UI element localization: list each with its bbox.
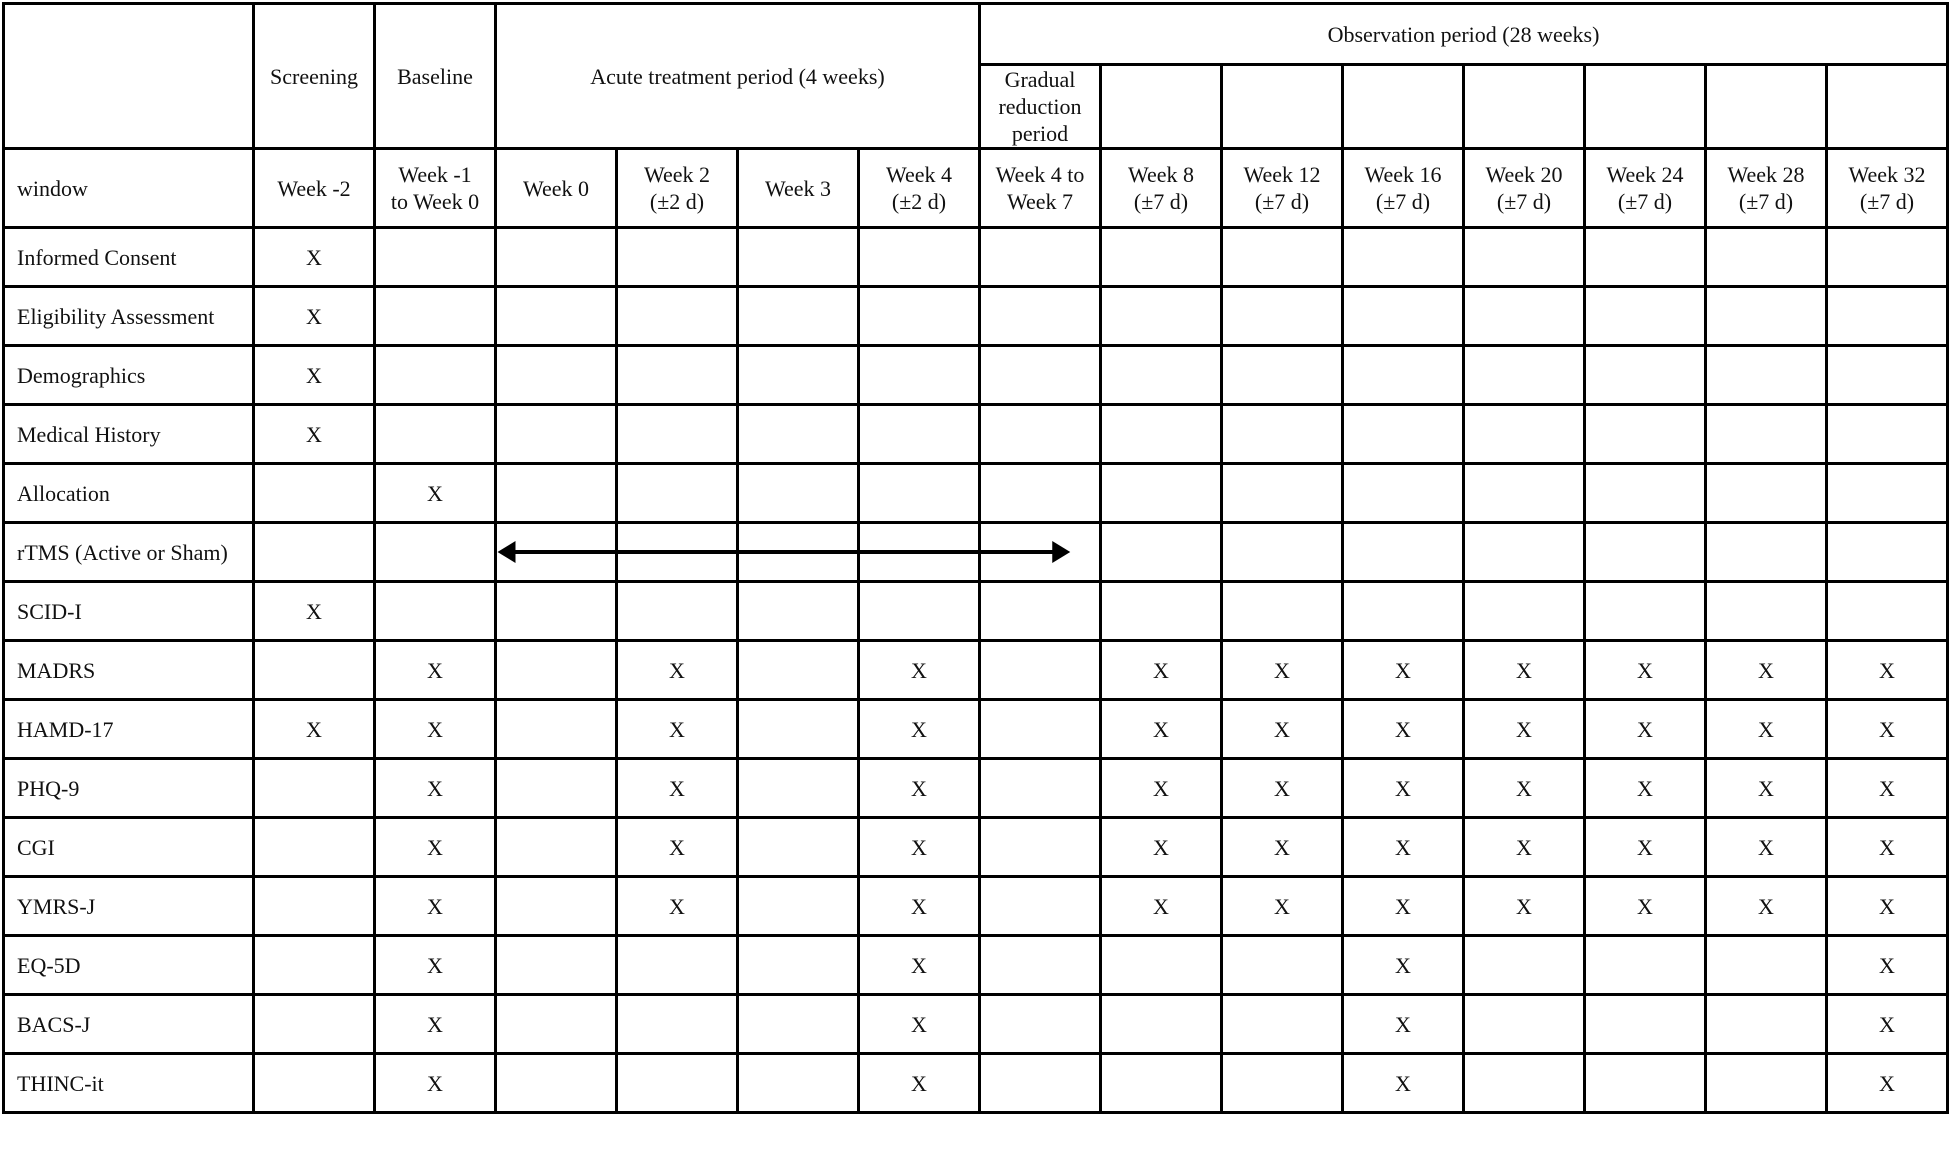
mark-cell: X <box>1585 818 1706 877</box>
empty-cell <box>859 582 980 641</box>
empty-cell <box>859 405 980 464</box>
empty-cell <box>738 877 859 936</box>
empty-cell <box>375 346 496 405</box>
empty-cell <box>980 759 1101 818</box>
mark-cell: X <box>1222 759 1343 818</box>
empty-cell <box>496 818 617 877</box>
table-row <box>4 995 1948 1054</box>
empty-cell <box>1101 464 1222 523</box>
empty-cell <box>1585 995 1706 1054</box>
window-cell: Week 4 to Week 7 <box>980 149 1101 228</box>
header-row-1 <box>4 4 1948 65</box>
empty-cell <box>980 346 1101 405</box>
empty-cell <box>1585 523 1706 582</box>
window-cell: Week 3 <box>738 149 859 228</box>
empty-header-cell <box>1464 65 1585 149</box>
table-row <box>4 346 1948 405</box>
empty-cell <box>1706 582 1827 641</box>
mark-cell: X <box>1827 995 1948 1054</box>
empty-cell <box>738 818 859 877</box>
empty-cell <box>1827 582 1948 641</box>
empty-cell <box>496 287 617 346</box>
mark-cell: X <box>1464 641 1585 700</box>
empty-header-cell <box>1222 65 1343 149</box>
mark-cell: X <box>1585 700 1706 759</box>
schedule-table <box>2 2 1949 1114</box>
empty-cell <box>496 464 617 523</box>
empty-cell <box>980 228 1101 287</box>
empty-cell <box>980 405 1101 464</box>
row-label: Eligibility Assessment <box>4 287 254 346</box>
empty-cell <box>496 346 617 405</box>
mark-cell: X <box>375 877 496 936</box>
empty-cell <box>1464 287 1585 346</box>
empty-cell <box>617 464 738 523</box>
empty-cell <box>496 228 617 287</box>
mark-cell: X <box>617 877 738 936</box>
mark-cell: X <box>254 346 375 405</box>
empty-cell <box>980 523 1101 582</box>
empty-cell <box>1464 582 1585 641</box>
empty-cell <box>254 759 375 818</box>
empty-cell <box>254 464 375 523</box>
empty-cell <box>617 523 738 582</box>
empty-cell <box>617 995 738 1054</box>
empty-header-cell <box>1343 65 1464 149</box>
empty-cell <box>738 1054 859 1113</box>
empty-cell <box>254 936 375 995</box>
observation-period-header: Observation period (28 weeks) <box>980 4 1948 65</box>
table-row <box>4 759 1948 818</box>
empty-cell <box>1827 346 1948 405</box>
mark-cell: X <box>859 995 980 1054</box>
mark-cell: X <box>1343 1054 1464 1113</box>
empty-cell <box>1222 228 1343 287</box>
empty-cell <box>1343 582 1464 641</box>
empty-cell <box>1585 405 1706 464</box>
mark-cell: X <box>859 1054 980 1113</box>
mark-cell: X <box>375 464 496 523</box>
corner-cell <box>4 4 254 149</box>
empty-cell <box>1101 1054 1222 1113</box>
empty-cell <box>1827 228 1948 287</box>
mark-cell: X <box>1827 1054 1948 1113</box>
mark-cell: X <box>1464 818 1585 877</box>
mark-cell: X <box>254 405 375 464</box>
table-row <box>4 287 1948 346</box>
mark-cell: X <box>617 818 738 877</box>
empty-cell <box>1706 995 1827 1054</box>
empty-cell <box>859 523 980 582</box>
mark-cell: X <box>1222 818 1343 877</box>
empty-cell <box>1101 523 1222 582</box>
row-label: Medical History <box>4 405 254 464</box>
mark-cell: X <box>1222 877 1343 936</box>
empty-cell <box>859 346 980 405</box>
acute-period-header: Acute treatment period (4 weeks) <box>496 4 980 149</box>
table-row <box>4 523 1948 582</box>
row-label: CGI <box>4 818 254 877</box>
empty-cell <box>254 641 375 700</box>
empty-cell <box>1464 936 1585 995</box>
mark-cell: X <box>1827 641 1948 700</box>
empty-cell <box>980 1054 1101 1113</box>
empty-cell <box>496 641 617 700</box>
row-label: Allocation <box>4 464 254 523</box>
window-cell: Week 4 (±2 d) <box>859 149 980 228</box>
empty-cell <box>859 228 980 287</box>
empty-cell <box>254 1054 375 1113</box>
empty-cell <box>1343 287 1464 346</box>
empty-cell <box>1585 346 1706 405</box>
empty-cell <box>738 759 859 818</box>
empty-cell <box>1101 228 1222 287</box>
empty-cell <box>980 877 1101 936</box>
mark-cell: X <box>859 877 980 936</box>
empty-cell <box>1706 346 1827 405</box>
empty-cell <box>738 936 859 995</box>
empty-cell <box>1706 464 1827 523</box>
empty-cell <box>1343 405 1464 464</box>
window-cell: Week 28 (±7 d) <box>1706 149 1827 228</box>
mark-cell: X <box>375 995 496 1054</box>
empty-cell <box>980 700 1101 759</box>
mark-cell: X <box>254 582 375 641</box>
empty-cell <box>617 346 738 405</box>
mark-cell: X <box>1101 759 1222 818</box>
empty-cell <box>859 464 980 523</box>
empty-cell <box>859 287 980 346</box>
row-label: SCID-I <box>4 582 254 641</box>
empty-cell <box>496 582 617 641</box>
mark-cell: X <box>1585 877 1706 936</box>
mark-cell: X <box>1222 641 1343 700</box>
mark-cell: X <box>254 228 375 287</box>
empty-cell <box>375 582 496 641</box>
empty-header-cell <box>1827 65 1948 149</box>
empty-cell <box>375 287 496 346</box>
empty-cell <box>980 995 1101 1054</box>
mark-cell: X <box>1343 759 1464 818</box>
mark-cell: X <box>1706 877 1827 936</box>
mark-cell: X <box>1585 759 1706 818</box>
empty-cell <box>738 405 859 464</box>
mark-cell: X <box>1827 700 1948 759</box>
empty-cell <box>1343 464 1464 523</box>
mark-cell: X <box>859 641 980 700</box>
empty-cell <box>1222 995 1343 1054</box>
empty-header-cell <box>1585 65 1706 149</box>
empty-cell <box>375 523 496 582</box>
empty-cell <box>254 877 375 936</box>
empty-cell <box>980 464 1101 523</box>
empty-cell <box>1222 346 1343 405</box>
empty-cell <box>1706 1054 1827 1113</box>
row-label: PHQ-9 <box>4 759 254 818</box>
empty-cell <box>496 1054 617 1113</box>
empty-cell <box>1464 346 1585 405</box>
table-row <box>4 228 1948 287</box>
empty-cell <box>617 405 738 464</box>
baseline-header: Baseline <box>375 4 496 149</box>
empty-cell <box>738 346 859 405</box>
empty-cell <box>375 228 496 287</box>
empty-cell <box>1101 995 1222 1054</box>
window-cell: Week -1 to Week 0 <box>375 149 496 228</box>
mark-cell: X <box>375 818 496 877</box>
empty-cell <box>496 700 617 759</box>
empty-cell <box>1827 523 1948 582</box>
empty-cell <box>980 287 1101 346</box>
mark-cell: X <box>1706 759 1827 818</box>
mark-cell: X <box>1827 936 1948 995</box>
empty-cell <box>496 877 617 936</box>
empty-cell <box>1827 405 1948 464</box>
table-row <box>4 582 1948 641</box>
row-label: HAMD-17 <box>4 700 254 759</box>
empty-cell <box>1827 464 1948 523</box>
empty-cell <box>1706 228 1827 287</box>
window-label: window <box>4 149 254 228</box>
mark-cell: X <box>617 641 738 700</box>
mark-cell: X <box>617 700 738 759</box>
mark-cell: X <box>1101 818 1222 877</box>
empty-cell <box>1101 287 1222 346</box>
empty-cell <box>1464 228 1585 287</box>
empty-cell <box>617 287 738 346</box>
empty-cell <box>738 995 859 1054</box>
empty-cell <box>738 641 859 700</box>
table-row <box>4 641 1948 700</box>
mark-cell: X <box>859 759 980 818</box>
empty-cell <box>1343 523 1464 582</box>
table-row <box>4 464 1948 523</box>
empty-cell <box>738 287 859 346</box>
table-row <box>4 936 1948 995</box>
empty-cell <box>1222 464 1343 523</box>
empty-cell <box>1101 582 1222 641</box>
empty-cell <box>1343 346 1464 405</box>
row-label: Demographics <box>4 346 254 405</box>
mark-cell: X <box>1343 818 1464 877</box>
row-label: YMRS-J <box>4 877 254 936</box>
row-label: THINC-it <box>4 1054 254 1113</box>
empty-cell <box>980 582 1101 641</box>
empty-cell <box>617 1054 738 1113</box>
mark-cell: X <box>859 818 980 877</box>
empty-cell <box>1706 405 1827 464</box>
table-row <box>4 877 1948 936</box>
mark-cell: X <box>254 287 375 346</box>
empty-cell <box>1222 582 1343 641</box>
empty-cell <box>496 523 617 582</box>
window-cell: Week 20 (±7 d) <box>1464 149 1585 228</box>
row-label: Informed Consent <box>4 228 254 287</box>
empty-cell <box>617 582 738 641</box>
empty-cell <box>1706 936 1827 995</box>
empty-cell <box>375 405 496 464</box>
empty-cell <box>1585 1054 1706 1113</box>
table-row <box>4 1054 1948 1113</box>
screening-header: Screening <box>254 4 375 149</box>
mark-cell: X <box>1585 641 1706 700</box>
table-row <box>4 700 1948 759</box>
window-row <box>4 149 1948 228</box>
mark-cell: X <box>375 936 496 995</box>
mark-cell: X <box>375 1054 496 1113</box>
window-cell: Week 16 (±7 d) <box>1343 149 1464 228</box>
table-row <box>4 818 1948 877</box>
mark-cell: X <box>1222 700 1343 759</box>
empty-cell <box>1585 464 1706 523</box>
mark-cell: X <box>254 700 375 759</box>
mark-cell: X <box>1827 877 1948 936</box>
empty-cell <box>1101 405 1222 464</box>
mark-cell: X <box>1343 877 1464 936</box>
table-row <box>4 405 1948 464</box>
empty-cell <box>980 818 1101 877</box>
mark-cell: X <box>1464 700 1585 759</box>
mark-cell: X <box>1827 759 1948 818</box>
empty-cell <box>496 995 617 1054</box>
mark-cell: X <box>859 700 980 759</box>
empty-cell <box>1706 287 1827 346</box>
empty-cell <box>1222 405 1343 464</box>
row-label: EQ-5D <box>4 936 254 995</box>
window-cell: Week 12 (±7 d) <box>1222 149 1343 228</box>
mark-cell: X <box>1343 700 1464 759</box>
window-cell: Week 24 (±7 d) <box>1585 149 1706 228</box>
mark-cell: X <box>375 700 496 759</box>
empty-cell <box>1585 936 1706 995</box>
empty-header-cell <box>1706 65 1827 149</box>
empty-cell <box>1343 228 1464 287</box>
mark-cell: X <box>1343 936 1464 995</box>
empty-cell <box>1101 346 1222 405</box>
empty-cell <box>738 700 859 759</box>
empty-cell <box>980 641 1101 700</box>
empty-cell <box>1222 523 1343 582</box>
empty-cell <box>738 582 859 641</box>
empty-cell <box>1585 228 1706 287</box>
empty-cell <box>1101 936 1222 995</box>
mark-cell: X <box>1706 818 1827 877</box>
mark-cell: X <box>859 936 980 995</box>
mark-cell: X <box>1464 877 1585 936</box>
row-label: MADRS <box>4 641 254 700</box>
window-cell: Week 8 (±7 d) <box>1101 149 1222 228</box>
row-label: rTMS (Active or Sham) <box>4 523 254 582</box>
window-cell: Week 0 <box>496 149 617 228</box>
mark-cell: X <box>375 759 496 818</box>
empty-cell <box>1464 995 1585 1054</box>
gradual-reduction-header: Gradual reduction period <box>980 65 1101 149</box>
empty-cell <box>1464 464 1585 523</box>
empty-cell <box>738 523 859 582</box>
row-label: BACS-J <box>4 995 254 1054</box>
window-cell: Week -2 <box>254 149 375 228</box>
empty-cell <box>496 936 617 995</box>
empty-cell <box>1222 287 1343 346</box>
mark-cell: X <box>1343 995 1464 1054</box>
empty-cell <box>1706 523 1827 582</box>
empty-cell <box>496 405 617 464</box>
empty-cell <box>1464 523 1585 582</box>
mark-cell: X <box>1101 700 1222 759</box>
empty-cell <box>617 228 738 287</box>
empty-cell <box>1464 405 1585 464</box>
empty-cell <box>738 464 859 523</box>
empty-cell <box>617 936 738 995</box>
mark-cell: X <box>1706 641 1827 700</box>
empty-cell <box>1222 936 1343 995</box>
empty-cell <box>254 523 375 582</box>
empty-header-cell <box>1101 65 1222 149</box>
mark-cell: X <box>375 641 496 700</box>
empty-cell <box>1827 287 1948 346</box>
mark-cell: X <box>1101 877 1222 936</box>
empty-cell <box>1585 582 1706 641</box>
empty-cell <box>980 936 1101 995</box>
mark-cell: X <box>1706 700 1827 759</box>
empty-cell <box>1222 1054 1343 1113</box>
empty-cell <box>254 818 375 877</box>
empty-cell <box>1464 1054 1585 1113</box>
window-cell: Week 2 (±2 d) <box>617 149 738 228</box>
empty-cell <box>254 995 375 1054</box>
rtms-arrow-span-label <box>228 539 229 540</box>
mark-cell: X <box>1101 641 1222 700</box>
window-cell: Week 32 (±7 d) <box>1827 149 1948 228</box>
mark-cell: X <box>1343 641 1464 700</box>
mark-cell: X <box>1464 759 1585 818</box>
empty-cell <box>1585 287 1706 346</box>
empty-cell <box>496 759 617 818</box>
mark-cell: X <box>1827 818 1948 877</box>
mark-cell: X <box>617 759 738 818</box>
empty-cell <box>738 228 859 287</box>
